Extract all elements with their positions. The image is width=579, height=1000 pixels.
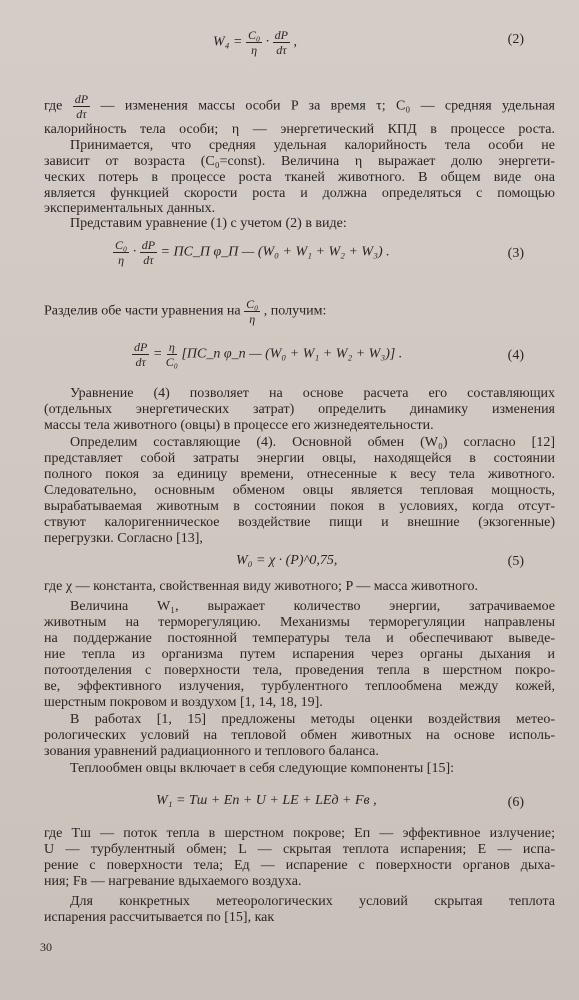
p11-line: Для конкретных метеорологических условий скрытая теплота [70,894,555,909]
eq3-fraction-1 [113,238,129,267]
p1-line: калорийность тела особи; η — энергетический КПД в процессе роста. [44,122,555,137]
p6-line: где χ — константа, свойственная виду животного; P — масса животного. [44,579,478,594]
p8-line: В работах [1, 15] предложены методы оценки воздействия метео- [70,712,555,727]
eq3-number: (3) [507,246,524,261]
p2-line: Представим уравнение (1) с учетом (2) в виде: [70,216,347,231]
eq3-fraction-2 [140,238,157,267]
p4-line: Уравнение (4) позволяет на основе расчета его составляющих [70,386,555,401]
eq2-dot: · [265,34,270,50]
p4-line: массы тела животного (овцы) в процессе его жизнедеятельности. [44,418,434,433]
eq2-den1: η [251,43,258,57]
eq3-dot: · [132,244,137,260]
eq3-den1: η [118,253,125,267]
eq2-num1: C₀ [247,28,261,42]
eq4-num1: dP [134,340,148,354]
p7-line: потоотделения с поверхности тела, проведения тепла в шерстном покро- [44,663,555,678]
def-num: dP [74,92,89,106]
eq6-number: (6) [507,795,524,810]
eq4-num2: η [168,340,175,354]
p5-line: вырабатываемая животным в состоянии покоя в условиях, когда отсут- [44,499,555,514]
p5-line: Следовательно, основным обменом овцы является тепловая мощность, [44,483,555,498]
eq2-tail: , [293,34,298,50]
eq4-fraction-1 [132,340,149,369]
p3-after: , получим: [263,303,327,319]
p7-line: животным на терморегуляцию. Механизмы терморегуляции направлены [44,615,555,630]
equation-3 [113,238,390,267]
p1-line: ческих потерь в процессе роста тканей животного. В общем виде она [44,170,555,185]
eq2-fraction-2 [273,28,290,57]
p7-line: шерстным покровом и воздухом [1, 14, 18, 19]. [44,695,323,710]
eq4-fraction-2 [166,340,178,369]
p1-line: является функцией скорости роста и должна определяться с помощью [44,186,555,201]
p3-before: Разделив обе части уравнения на [44,303,241,319]
equation-5: W₀ = χ · (P)^0,75, [236,553,338,568]
eq5-number: (5) [507,554,524,569]
p3-line [44,297,555,326]
eq4-rhs: [ПC_п φ_п — (W₀ + W₁ + W₂ + W₃)] . [181,346,403,362]
eq3-num1: C₀ [115,238,128,252]
p5-line: Определим составляющие (4). Основной обмен (W₀) согласно [12] [70,435,555,450]
p10-line: рение с поверхности тела; Eд — испарение с поверхности органов дыха- [44,858,555,873]
eq3-rhs: = ПC_П φ_П — (W₀ + W₁ + W₂ + W₃) . [160,244,390,260]
eq2-number: (2) [507,32,524,47]
equation-2 [213,28,297,57]
p7-line: ние тепла из организма путем испарения через органы дыхания и [44,647,555,662]
p7-line: на поддержание постоянной температуры тела и обеспечивают выведе- [44,631,555,646]
p4-line: (отдельных энергетических затрат) определить динамику изменения [44,402,555,417]
p10-line: U — турбулентный обмен; L — скрытая теплота испарения; E — испа- [44,842,555,857]
p7-line: ве, эффективного излучения, турбулентного теплообмена между кожей, [44,679,555,694]
p5-line: полного покоя за единицу времени, отнесенные к весу тела животного. [44,467,555,482]
equation-4 [132,340,402,369]
def-rest: — изменения массы особи P за время τ; C₀ — средняя удельная [100,98,555,114]
def-fraction [73,92,90,121]
eq2-num2: dP [274,28,289,42]
eq2-fraction-1 [246,28,262,57]
page-number: 30 [40,940,52,954]
eq3-num2: dP [141,238,156,252]
eq2-lhs: W₄ = [213,34,243,50]
p8-line: зования уравнений радиационного и теплового баланса. [44,744,379,759]
p9-line: Теплообмен овцы включает в себя следующие компоненты [15]: [70,761,455,776]
p3-den: η [249,312,256,326]
p8-line: рологических условий на тепловой обмен животных на основе исполь- [44,728,555,743]
eq4-equals: = [152,346,163,362]
p3-num: C₀ [246,297,259,311]
p10-line: где Tш — поток тепла в шерстном покрове; Eп — эффективное излучение; [44,826,555,841]
p5-line: представляет собой затраты энергии овцы, находящейся в состоянии [44,451,555,466]
eq4-den1: dτ [135,355,146,369]
def-prefix: где [44,98,63,114]
p11-line: испарения рассчитывается по [15], как [44,910,275,925]
eq4-number: (4) [507,348,524,363]
p1-line: экспериментальных данных. [44,201,216,216]
eq2-den2: dτ [276,43,287,57]
p1-line: Принимается, что средняя удельная калорийность тела особи не [70,138,555,153]
eq3-den2: dτ [143,253,154,267]
p7-line: Величина W₁, выражает количество энергии, затрачиваемое [70,599,555,614]
def-den: dτ [76,107,87,121]
p5-line: перегрузки. Согласно [13], [44,531,203,546]
eq2-definition [44,92,555,121]
equation-6: W₁ = Tш + Eп + U + LE + LEд + Fв , [156,793,377,808]
p10-line: ния; Fв — нагревание вдыхаемого воздуха. [44,874,302,889]
p1-line: зависит от возраста (C₀=const). Величина η выражает долю энергети- [44,154,555,169]
eq4-den2: C₀ [165,355,178,369]
p5-line: ствуют калоригенническое воздействие пищи и внешние (экзогенные) [44,515,555,530]
p3-fraction [244,297,260,326]
